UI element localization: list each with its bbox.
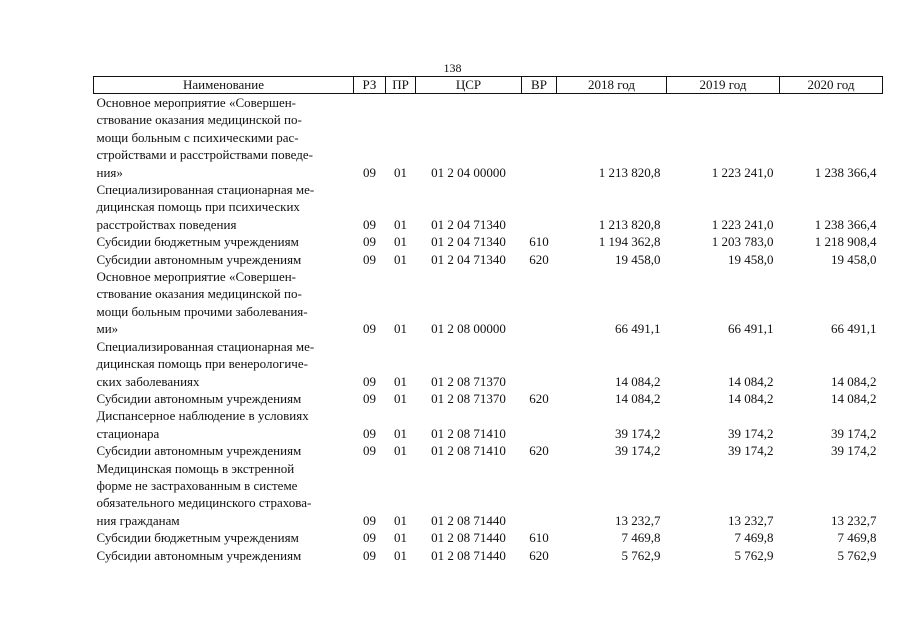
name-line: ния» [96,164,123,180]
cell-2019: 39 174,2 [728,443,774,459]
name-line: мощи больным с психическими рас- [96,129,299,145]
cell-rz: 09 [363,373,376,389]
cell-2018: 5 762,9 [621,547,661,563]
header-2018: 2018 год [557,77,667,94]
cell-rz: 09 [363,216,376,232]
cell-rz: 09 [363,512,376,528]
cell-name [94,94,354,182]
cell-pr: 01 [394,251,407,267]
cell-pr: 01 [394,373,407,389]
name-line: ствование оказания медицинской по- [96,286,302,302]
cell-2020: 5 762,9 [837,547,877,563]
table-row [94,233,883,250]
name-line: Субсидии бюджетным учреждениям [96,530,299,546]
table-row [94,251,883,268]
cell-rz: 09 [363,443,376,459]
name-line: ских заболеваниях [96,373,200,389]
cell-pr: 01 [394,425,407,441]
cell-2018: 7 469,8 [621,530,661,546]
cell-2018: 13 232,7 [615,512,661,528]
cell-vr [522,407,557,442]
cell-csr: 01 2 04 00000 [431,164,506,180]
budget-table [93,76,883,564]
cell-name [94,407,354,442]
cell-rz: 09 [363,164,376,180]
cell-2020: 7 469,8 [837,530,877,546]
name-line: мощи больным прочими заболевания- [96,303,308,319]
cell-csr: 01 2 08 71370 [431,390,506,406]
cell-name [94,390,354,407]
table-row [94,547,883,564]
cell-pr: 01 [394,216,407,232]
cell-2019: 14 084,2 [728,390,774,406]
cell-pr: 01 [394,547,407,563]
cell-pr: 01 [394,443,407,459]
name-line: обязательного медицинского страхова- [96,495,312,511]
cell-rz: 09 [363,251,376,267]
cell-2020: 1 238 366,4 [814,216,877,232]
cell-rz: 09 [363,530,376,546]
cell-csr: 01 2 04 71340 [431,234,506,250]
cell-vr [522,338,557,390]
name-line: Субсидии автономным учреждениям [96,443,302,459]
name-line: ми» [96,321,119,337]
name-line: стройствами и расстройствами поведе- [96,147,313,163]
cell-name [94,529,354,546]
table-row [94,181,883,233]
cell-2018: 1 194 362,8 [598,234,661,250]
cell-csr: 01 2 08 71410 [431,425,506,441]
cell-2019: 1 223 241,0 [711,164,774,180]
cell-2018: 14 084,2 [615,373,661,389]
cell-2019: 1 223 241,0 [711,216,774,232]
table-row [94,338,883,390]
cell-2020: 19 458,0 [831,251,877,267]
table-row [94,529,883,546]
cell-csr: 01 2 08 71410 [431,443,506,459]
name-line: Основное мероприятие «Совершен- [96,95,297,110]
name-line: Субсидии автономным учреждениям [96,547,302,563]
cell-2020: 13 232,7 [831,512,877,528]
name-line: ния гражданам [96,512,180,528]
cell-2018: 14 084,2 [615,390,661,406]
cell-vr: 620 [529,390,549,406]
header-2020: 2020 год [780,77,883,94]
cell-name [94,547,354,564]
cell-pr: 01 [394,512,407,528]
cell-vr [522,268,557,338]
name-line: Основное мероприятие «Совершен- [96,269,297,285]
table-row [94,94,883,182]
cell-name [94,442,354,459]
name-line: ствование оказания медицинской по- [96,112,302,128]
header-name: Наименование [94,77,354,94]
name-line: Медицинская помощь в экстренной [96,460,295,476]
cell-name [94,251,354,268]
name-line: Субсидии автономным учреждениям [96,390,302,406]
cell-vr [522,181,557,233]
cell-pr: 01 [394,164,407,180]
cell-2018: 1 213 820,8 [598,164,661,180]
cell-2019: 7 469,8 [734,530,774,546]
table-row [94,268,883,338]
cell-rz: 09 [363,425,376,441]
cell-2018: 19 458,0 [615,251,661,267]
cell-pr: 01 [394,390,407,406]
name-line: дицинская помощь при психических [96,199,300,215]
header-rz: РЗ [354,77,386,94]
table-body [94,94,883,564]
cell-2018: 39 174,2 [615,443,661,459]
cell-name [94,181,354,233]
page-number: 138 [443,61,462,75]
cell-csr: 01 2 08 71370 [431,373,506,389]
cell-csr: 01 2 04 71340 [431,216,506,232]
cell-pr: 01 [394,321,407,337]
name-line: Специализированная стационарная ме- [96,338,315,354]
table-row [94,460,883,530]
name-line: расстройствах поведения [96,216,237,232]
cell-rz: 09 [363,390,376,406]
table-row [94,407,883,442]
cell-vr: 620 [529,443,549,459]
cell-rz: 09 [363,547,376,563]
cell-csr: 01 2 08 71440 [431,547,506,563]
table-header [94,77,883,94]
table-row [94,442,883,459]
header-csr: ЦСР [416,77,522,94]
cell-2019: 5 762,9 [734,547,774,563]
cell-2019: 19 458,0 [728,251,774,267]
cell-name [94,460,354,530]
table-row [94,390,883,407]
cell-pr: 01 [394,530,407,546]
cell-vr [522,94,557,182]
cell-rz: 09 [363,234,376,250]
cell-rz: 09 [363,321,376,337]
cell-2020: 39 174,2 [831,443,877,459]
name-line: Специализированная стационарная ме- [96,182,315,198]
cell-2018: 39 174,2 [615,425,661,441]
cell-vr: 610 [529,234,549,250]
name-line: форме не застрахованным в системе [96,477,298,493]
cell-2019: 66 491,1 [728,321,774,337]
cell-2019: 14 084,2 [728,373,774,389]
cell-csr: 01 2 04 71340 [431,251,506,267]
cell-2019: 1 203 783,0 [711,234,774,250]
cell-2018: 66 491,1 [615,321,661,337]
name-line: дицинская помощь при венерологиче- [96,356,308,372]
cell-2018: 1 213 820,8 [598,216,661,232]
cell-2020: 14 084,2 [831,373,877,389]
cell-2019: 39 174,2 [728,425,774,441]
cell-2020: 66 491,1 [831,321,877,337]
name-line: Субсидии бюджетным учреждениям [96,234,299,250]
header-vr: ВР [522,77,557,94]
cell-csr: 01 2 08 71440 [431,530,506,546]
cell-2020: 39 174,2 [831,425,877,441]
cell-name [94,338,354,390]
cell-csr: 01 2 08 71440 [431,512,506,528]
header-pr: ПР [386,77,416,94]
name-line: Диспансерное наблюдение в условиях [96,408,309,424]
cell-name [94,233,354,250]
cell-vr: 610 [529,530,549,546]
cell-vr: 620 [529,547,549,563]
cell-2020: 14 084,2 [831,390,877,406]
cell-pr: 01 [394,234,407,250]
cell-name [94,268,354,338]
name-line: Субсидии автономным учреждениям [96,251,302,267]
cell-2019: 13 232,7 [728,512,774,528]
cell-2020: 1 238 366,4 [814,164,877,180]
cell-vr [522,460,557,530]
header-2019: 2019 год [667,77,780,94]
cell-2020: 1 218 908,4 [814,234,877,250]
name-line: стационара [96,425,160,441]
cell-vr: 620 [529,251,549,267]
cell-csr: 01 2 08 00000 [431,321,506,337]
